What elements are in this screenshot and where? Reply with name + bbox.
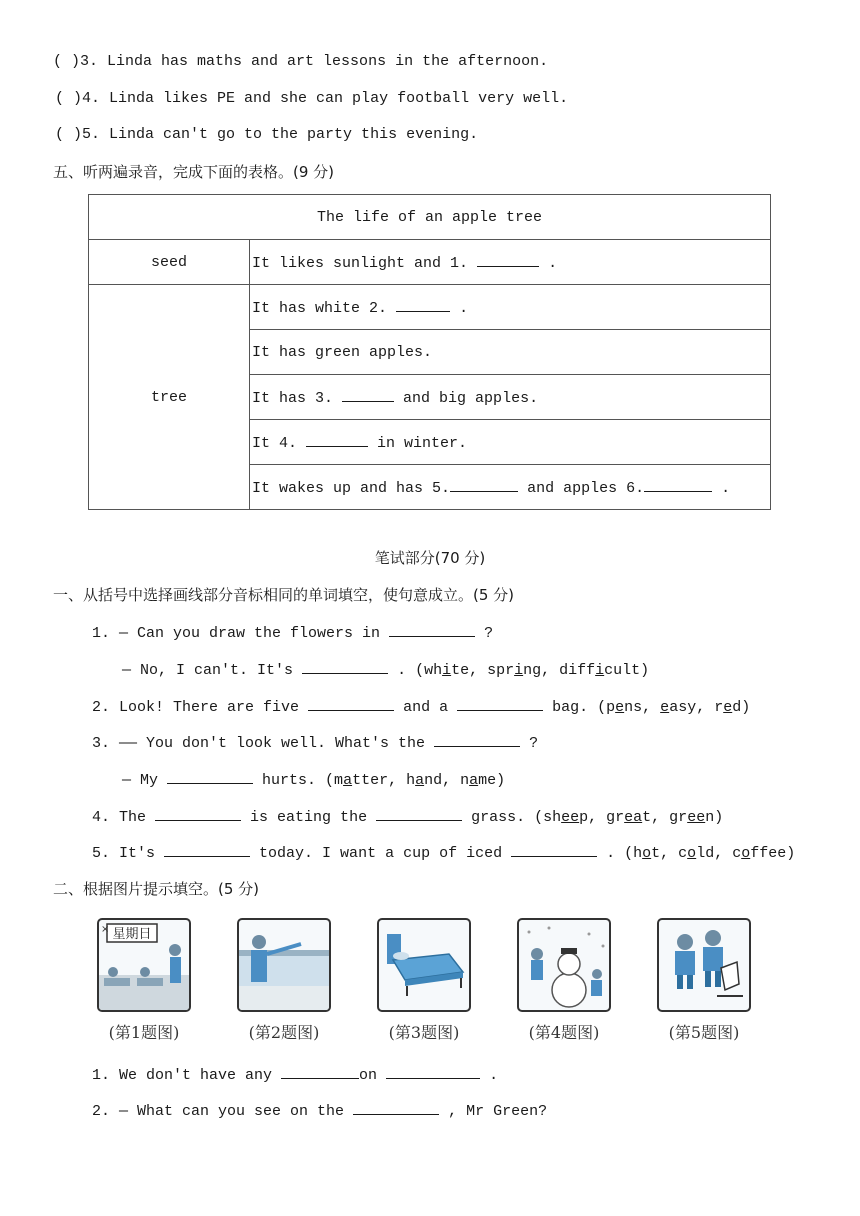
- blank[interactable]: [308, 696, 394, 711]
- question-5: 5. It's today. I want a cup of iced . (hot, cold, coffee): [92, 842, 795, 864]
- blank-1[interactable]: [477, 252, 539, 267]
- blank[interactable]: [155, 806, 241, 821]
- blank[interactable]: [167, 769, 253, 784]
- caption: (第1题图): [108, 1023, 180, 1042]
- question-3a: 3. —— You don't look well. What's the ?: [92, 732, 538, 754]
- part-title: 笔试部分(70 分): [374, 549, 486, 567]
- question-1a: 1. — Can you draw the flowers in ?: [92, 622, 493, 644]
- caption: (第4题图): [528, 1023, 600, 1042]
- stage-tree: tree: [89, 285, 250, 510]
- blank[interactable]: [281, 1064, 359, 1079]
- question-3b: — My hurts. (matter, hand, name): [122, 769, 505, 791]
- blank[interactable]: [386, 1064, 480, 1079]
- table-cell: It has 3. and big apples.: [250, 375, 771, 420]
- picture-2: [237, 918, 331, 1043]
- apple-tree-table: [88, 194, 771, 510]
- table-cell: It likes sunlight and 1. .: [250, 240, 771, 285]
- blank-5[interactable]: [450, 477, 518, 492]
- picture-5: [657, 918, 751, 1043]
- section-heading: 一、从括号中选择画线部分音标相同的单词填空，使句意成立。(5 分): [53, 586, 515, 604]
- picture-1: [97, 918, 191, 1043]
- item-text: 4. Linda likes PE and she can play football very well.: [82, 90, 569, 107]
- bed-image: [377, 918, 471, 1012]
- picture-question-1: 1. We don't have any on .: [92, 1064, 498, 1086]
- tf-item: [53, 52, 548, 72]
- blank[interactable]: [511, 842, 597, 857]
- classroom-sunday-image: [97, 918, 191, 1012]
- snowman-image: [517, 918, 611, 1012]
- question-4: 4. The is eating the grass. (sheep, great, green): [92, 806, 723, 828]
- caption: (第2题图): [248, 1023, 320, 1042]
- blank-3[interactable]: [342, 387, 394, 402]
- blank[interactable]: [389, 622, 475, 637]
- blank-2[interactable]: [396, 297, 450, 312]
- section-heading: 五、听两遍录音，完成下面的表格。(9 分): [53, 163, 335, 181]
- blank[interactable]: [457, 696, 543, 711]
- blank[interactable]: [434, 732, 520, 747]
- caption: (第5题图): [668, 1023, 740, 1042]
- question-1b: — No, I can't. It's . (white, spring, difficult): [122, 659, 649, 681]
- table-cell: It has green apples.: [250, 330, 771, 375]
- table-cell: It has white 2. .: [250, 285, 771, 330]
- svg-text:×: ×: [101, 924, 110, 935]
- picture-3: [377, 918, 471, 1043]
- item-text: 5. Linda can't go to the party this evening.: [82, 126, 479, 143]
- question-2: 2. Look! There are five and a bag. (pens, easy, red): [92, 696, 750, 718]
- item-text: 3. Linda has maths and art lessons in the afternoon.: [80, 53, 549, 70]
- answer-paren[interactable]: ( ): [53, 53, 81, 70]
- picture-4: [517, 918, 611, 1043]
- stage-seed: seed: [89, 240, 250, 285]
- table-title: The life of an apple tree: [89, 195, 771, 240]
- sign-text: 星期日: [112, 927, 152, 942]
- tf-item: [55, 89, 568, 109]
- blank-4[interactable]: [306, 432, 368, 447]
- caption: (第3题图): [388, 1023, 460, 1042]
- man-by-river-image: [237, 918, 331, 1012]
- table-cell: It wakes up and has 5. and apples 6. .: [250, 465, 771, 510]
- blank[interactable]: [164, 842, 250, 857]
- picture-row: [97, 918, 757, 1048]
- answer-paren[interactable]: ( ): [55, 90, 83, 107]
- table-cell: It 4. in winter.: [250, 420, 771, 465]
- blank[interactable]: [353, 1100, 439, 1115]
- tf-item: [55, 125, 478, 145]
- blank-6[interactable]: [644, 477, 712, 492]
- blank[interactable]: [376, 806, 462, 821]
- answer-paren[interactable]: ( ): [55, 126, 83, 143]
- two-boys-image: [657, 918, 751, 1012]
- picture-question-2: 2. — What can you see on the , Mr Green?: [92, 1100, 547, 1122]
- section-heading: 二、根据图片提示填空。(5 分): [53, 880, 260, 898]
- blank[interactable]: [302, 659, 388, 674]
